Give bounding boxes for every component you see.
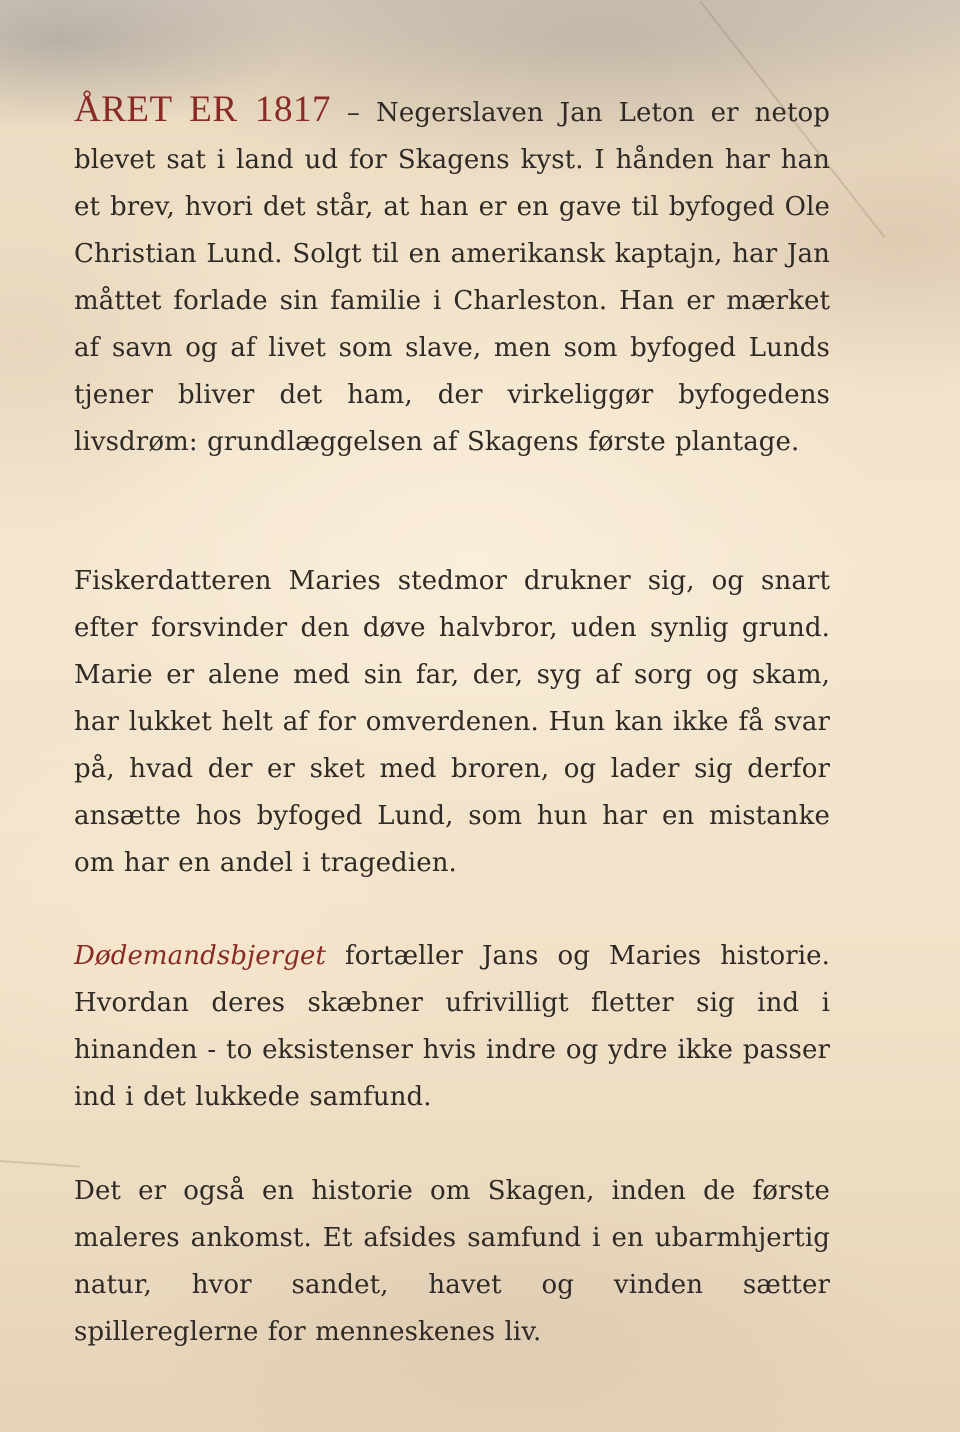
paragraph-1-text: – Negerslaven Jan Leton er netop blevet sat i land ud for Skagens kyst. I hånden har han et brev, hvori det står, at han er en gave til byfoged Ole Christian Lund. Solgt til en amerikansk kaptajn, har Jan måttet forlade sin familie i Charleston. Han er mærket af savn og af livet som slave, men som byfoged Lunds tjener bliver det ham, der virkeliggør byfogedens livsdrøm: grundlæggelsen af Skagens første plantage. (74, 98, 830, 457)
year-lead-in: ÅRET ER 1817 (74, 89, 331, 130)
paper-crease (0, 1160, 80, 1168)
paragraph-2-text: Fiskerdatteren Maries stedmor drukner sig, og snart efter forsvinder den døve halvbror, uden synlig grund. Marie er alene med sin far, der, syg af sorg og skam, har lukket helt af for omverdenen. Hun kan ikke få svar på, hvad der er sket med broren, og lader sig derfor ansætte hos byfoged Lund, som hun har en mistanke om har en andel i tragedien. (74, 566, 830, 878)
blurb-paragraph-3 (74, 933, 830, 1121)
paragraph-3-text: fortæller Jans og Maries historie. Hvordan deres skæbner ufrivilligt fletter sig ind i hinanden - to eksistenser hvis indre og ydre ikke passer ind i det lukkede samfund. (74, 941, 830, 1112)
blurb-paragraph-2 (74, 558, 830, 887)
paragraph-4-text: Det er også en historie om Skagen, inden de første maleres ankomst. Et afsides samfund i en ubarmhjertig natur, hvor sandet, havet og vinden sætter spillereglerne for menneskenes liv. (74, 1176, 830, 1347)
blurb-paragraph-1 (74, 86, 830, 466)
blurb-paragraph-4 (74, 1168, 830, 1356)
book-title: Dødemandsbjerget (74, 941, 327, 971)
